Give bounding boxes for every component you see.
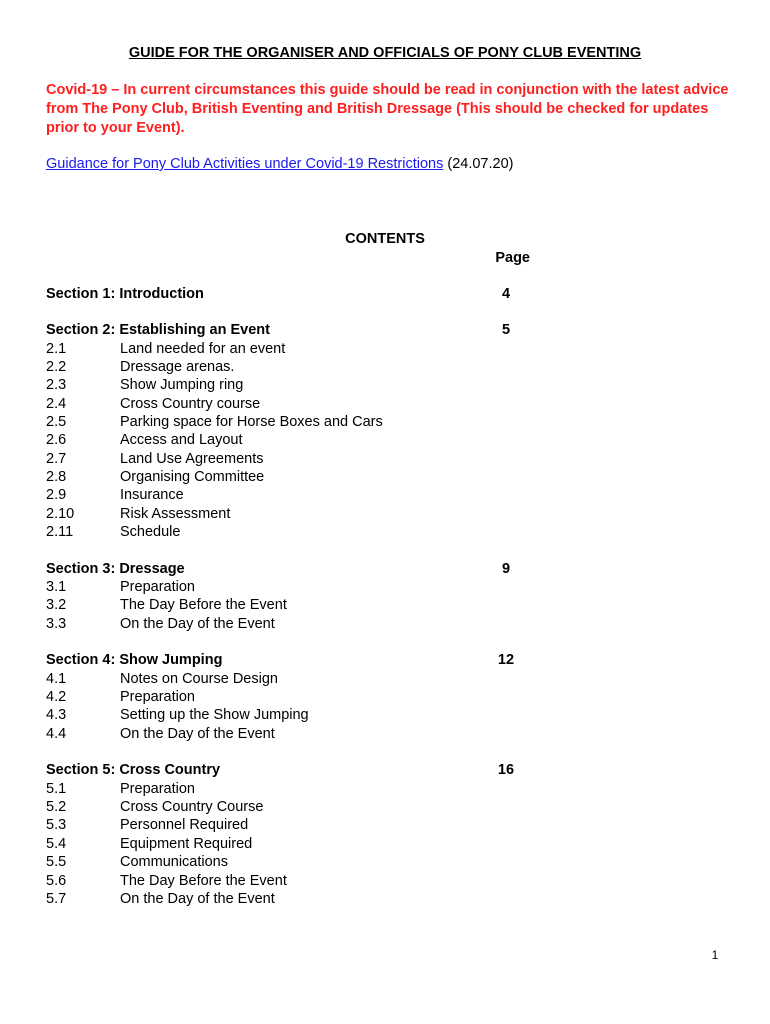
- guidance-link[interactable]: Guidance for Pony Club Activities under Covid-19 Restrictions: [46, 156, 444, 172]
- toc-item-number: 2.7: [46, 450, 67, 467]
- toc-item-number: 5.3: [46, 817, 67, 834]
- toc-item: [46, 523, 546, 541]
- toc-item: [46, 835, 546, 853]
- toc-section-page: 4: [501, 285, 511, 302]
- guidance-date: (24.07.20): [447, 156, 514, 172]
- toc-item-number: 2.8: [46, 468, 67, 485]
- toc-item-label: On the Day of the Event: [120, 725, 275, 742]
- toc-item-label: Risk Assessment: [120, 505, 231, 522]
- toc-item-label: Parking space for Horse Boxes and Cars: [120, 413, 383, 430]
- toc-item-label: Cross Country course: [120, 395, 261, 412]
- toc-section-title: Section 2: Establishing an Event: [46, 322, 270, 339]
- toc-section-heading: [46, 285, 546, 303]
- toc-item-number: 5.5: [46, 854, 67, 871]
- toc-item-label: Cross Country Course: [120, 799, 264, 816]
- toc-section: [46, 321, 546, 541]
- toc-item-label: Setting up the Show Jumping: [120, 707, 309, 724]
- toc-item-number: 2.5: [46, 413, 67, 430]
- toc-item-label: Notes on Course Design: [120, 670, 278, 687]
- toc-item-label: Preparation: [120, 579, 195, 595]
- toc-item-label: Equipment Required: [120, 835, 253, 852]
- toc-item-number: 2.6: [46, 432, 67, 449]
- toc-item-label: Preparation: [120, 780, 195, 797]
- toc-item: [46, 450, 546, 468]
- toc-item-label: On the Day of the Event: [120, 890, 275, 907]
- toc-item-number: 3.1: [46, 579, 67, 595]
- toc-item-number: 5.2: [46, 799, 67, 816]
- toc-item-label: On the Day of the Event: [120, 615, 275, 632]
- toc-section-page: 12: [497, 652, 515, 669]
- toc-item: [46, 872, 546, 890]
- toc-item-label: Schedule: [120, 523, 181, 540]
- toc-section-title: Section 1: Introduction: [46, 285, 204, 302]
- toc-item: [46, 431, 546, 449]
- toc-item-label: The Day Before the Event: [120, 597, 287, 614]
- toc-item-number: 2.10: [46, 505, 75, 522]
- toc-section-title: Section 3: Dressage: [46, 560, 185, 577]
- toc-section-heading: [46, 321, 546, 339]
- toc-item: [46, 395, 546, 413]
- toc-item-label: Land needed for an event: [120, 340, 286, 357]
- toc-section-heading: [46, 761, 546, 779]
- toc-item-number: 2.3: [46, 377, 67, 394]
- toc-section: [46, 651, 546, 743]
- toc-item-label: Access and Layout: [120, 432, 243, 449]
- toc-section-page: 16: [497, 762, 515, 779]
- toc-item-number: 2.1: [46, 340, 67, 357]
- toc-item-number: 2.9: [46, 487, 67, 504]
- toc-item-label: Insurance: [120, 487, 184, 504]
- toc-item-number: 2.11: [46, 523, 74, 540]
- covid-notice: Covid-19 – In current circumstances this guide should be read in conjunction with the latest advice from The Pony Club, British Eventing and British Dressage (This should be checked for updates prior to your Event).: [46, 82, 729, 136]
- table-of-contents: [46, 285, 546, 927]
- toc-item-number: 5.4: [46, 835, 67, 852]
- toc-section-heading: [46, 560, 546, 578]
- toc-item: [46, 340, 546, 358]
- toc-section-title: Section 4: Show Jumping: [46, 652, 223, 669]
- toc-section: [46, 285, 546, 303]
- toc-item-label: Personnel Required: [120, 817, 249, 834]
- toc-section-page: 9: [501, 560, 511, 577]
- toc-item-label: Land Use Agreements: [120, 450, 264, 467]
- toc-item: [46, 725, 546, 743]
- document-title: GUIDE FOR THE ORGANISER AND OFFICIALS OF PONY CLUB EVENTING: [128, 45, 642, 61]
- toc-item-number: 2.2: [46, 358, 67, 375]
- page-number: 1: [711, 948, 719, 962]
- toc-section: [46, 560, 546, 633]
- toc-item-label: Dressage arenas.: [120, 358, 235, 375]
- toc-item: [46, 615, 546, 633]
- toc-section: [46, 761, 546, 908]
- toc-item-number: 4.4: [46, 725, 67, 742]
- toc-item: [46, 890, 546, 908]
- toc-item: [46, 853, 546, 871]
- toc-item: [46, 413, 546, 431]
- toc-item-number: 5.6: [46, 872, 67, 889]
- toc-item: [46, 780, 546, 798]
- toc-item: [46, 670, 546, 688]
- toc-item-number: 4.2: [46, 689, 67, 706]
- toc-item: [46, 596, 546, 614]
- toc-item: [46, 358, 546, 376]
- toc-item: [46, 578, 546, 596]
- toc-item-label: Show Jumping ring: [120, 377, 244, 394]
- toc-item: [46, 798, 546, 816]
- toc-item: [46, 505, 546, 523]
- toc-section-heading: [46, 651, 546, 669]
- toc-item-label: Communications: [120, 854, 228, 871]
- toc-item: [46, 468, 546, 486]
- toc-item: [46, 706, 546, 724]
- toc-item-number: 5.1: [46, 780, 67, 797]
- toc-section-title: Section 5: Cross Country: [46, 762, 221, 779]
- toc-item-number: 4.3: [46, 707, 67, 724]
- toc-item-label: Preparation: [120, 689, 195, 706]
- toc-item-number: 3.2: [46, 597, 67, 614]
- toc-item-label: Organising Committee: [120, 468, 265, 485]
- toc-item: [46, 486, 546, 504]
- toc-item-label: The Day Before the Event: [120, 872, 287, 889]
- guidance-line: [46, 155, 736, 173]
- toc-item: [46, 688, 546, 706]
- toc-item-number: 5.7: [46, 890, 67, 907]
- toc-item-number: 3.3: [46, 615, 67, 632]
- contents-heading: CONTENTS: [345, 231, 425, 247]
- toc-item: [46, 816, 546, 834]
- toc-item: [46, 376, 546, 394]
- toc-section-page: 5: [501, 322, 511, 339]
- toc-item-number: 4.1: [46, 670, 67, 687]
- toc-item-number: 2.4: [46, 395, 67, 412]
- page-column-heading: Page: [495, 250, 530, 266]
